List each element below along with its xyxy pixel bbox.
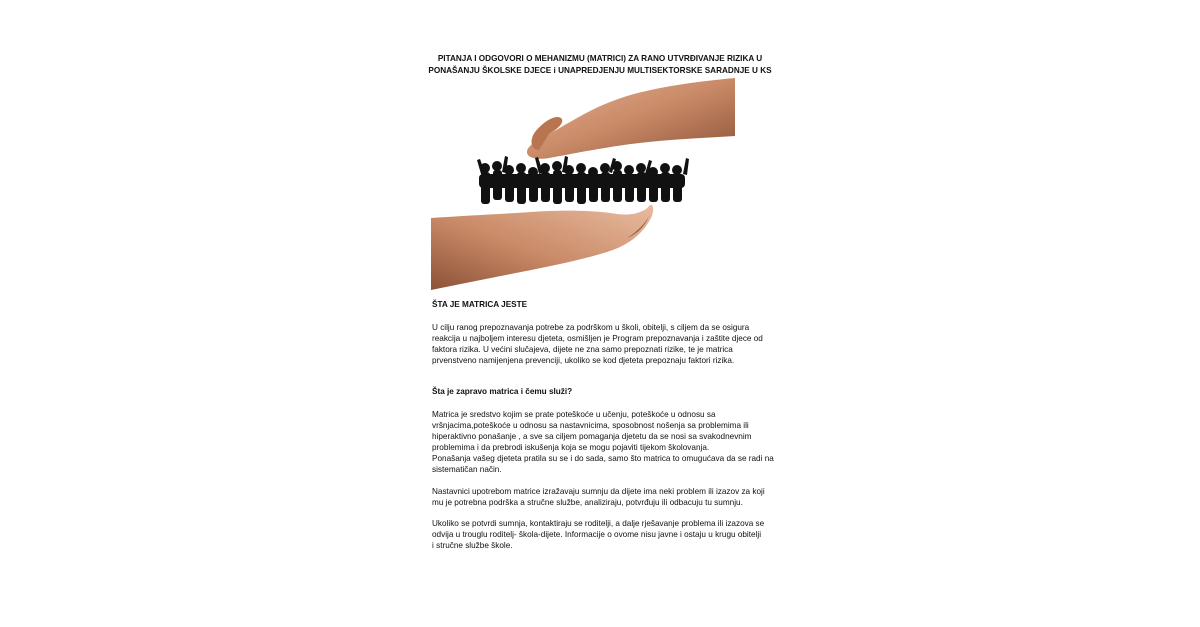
title-line-1: PITANJA I ODGOVORI O MEHANIZMU (MATRICI) ZA RANO UTVRĐIVANJE RIZIKA U [437, 54, 763, 63]
children-silhouettes [477, 156, 689, 204]
text-line: vršnjacima,poteškoće u odnosu sa nastavnicima, sposobnost nošenja sa problemima ili [432, 421, 749, 430]
text-line: mu je potrebna podrška a stručne službe, analiziraju, potvrđuju ili odbacuju tu sumnju. [432, 498, 743, 507]
text-line: Nastavnici upotrebom matrice izražavaju sumnju da dijete ima neki problem ili izazov za koji [432, 487, 765, 496]
paragraph-teachers [432, 486, 777, 508]
text-line: U cilju ranog prepoznavanja potrebe za podrškom u školi, obitelji, s ciljem da se osigura [432, 323, 750, 332]
title-line-2: PONAŠANJU ŠKOLSKE DJECE i UNAPREDJENJU MULTISEKTORSKE SARADNJE U KS [428, 66, 772, 75]
hands-protecting-children-icon [431, 78, 735, 290]
document-title [420, 53, 780, 77]
text-line: Ukoliko se potvrdi sumnja, kontaktiraju se roditelji, a dalje rješavanje problema ili izazova se [432, 519, 765, 528]
text-line: Matrica je sredstvo kojim se prate poteškoće u učenju, poteškoće u odnosu sa [432, 410, 716, 419]
hands-children-illustration [431, 78, 735, 290]
text-line: Ponašanja vašeg djeteta pratila su se i do sada, samo što matrica to omugućava da se radi na [432, 454, 774, 463]
text-line: hiperaktivno ponašanje , a sve sa ciljem pomaganja djetetu da se nosi sa svakodnevnim [432, 432, 752, 441]
section-heading-purpose: Šta je zapravo matrica i čemu služi? [432, 387, 573, 396]
text-line: problemima i da prebrodi iskušenja koja se mogu pojaviti tijekom školovanja. [432, 443, 710, 452]
text-line: sistematičan način. [432, 465, 502, 474]
paragraph-intro [432, 322, 777, 366]
text-line: odvija u trouglu roditelj- škola-dijete. Informacije o ovome nisu javne i ostaju u krugu obitelji [432, 530, 762, 539]
section-heading-matrica: ŠTA JE MATRICA JESTE [432, 300, 528, 309]
text-line: prvenstveno namijenjena prevenciji, ukoliko se kod djeteta prepoznaju faktori rizika. [432, 356, 735, 365]
text-line: faktora rizika. U većini slučajeva, dijete ne zna samo prepoznati rizike, te je matrica [432, 345, 733, 354]
paragraph-parents [432, 518, 777, 551]
bottom-hand [431, 205, 653, 290]
text-line: reakcija u najboljem interesu djeteta, osmišljen je Program prepoznavanja i zaštite djece od [432, 334, 763, 343]
text-line: i stručne službe škole. [432, 541, 513, 550]
paragraph-purpose [432, 409, 777, 475]
